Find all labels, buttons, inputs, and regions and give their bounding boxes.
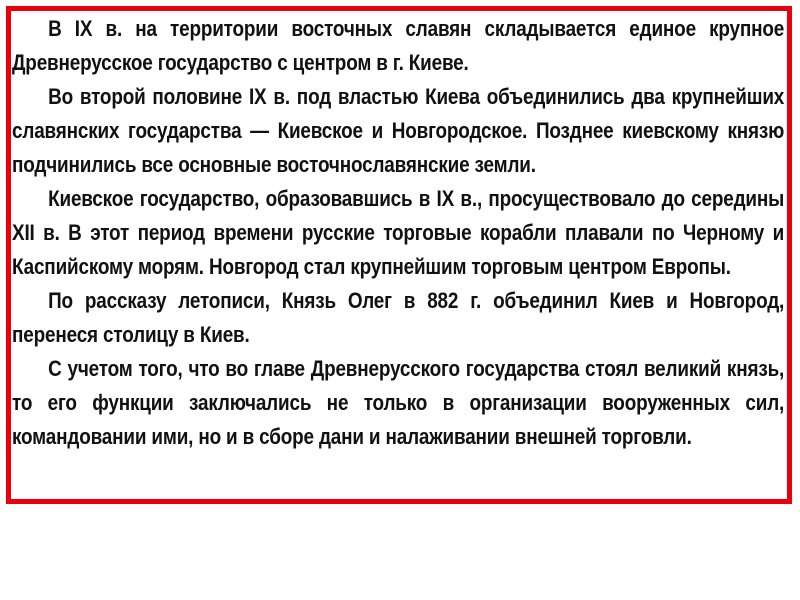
paragraph-3: Киевское государство, образовавшись в IX в., просуществовало до середины XII в. В этот период времени русские торговые корабли плавали по Черному и Каспийскому морям. Новгород стал крупнейшим торговым центром Европы. <box>12 186 785 279</box>
paragraph-2: Во второй половине IX в. под властью Киева объединились два крупнейших славянских государства — Киевское и Новгородское. Позднее киевскому князю подчинились все основные восточнославянские земли. <box>12 84 785 177</box>
paragraph-4: По рассказу летописи, Князь Олег в 882 г. объединил Киев и Новгород, перенеся столицу в Киев. <box>12 288 785 347</box>
text-body <box>12 12 784 454</box>
paragraph-5: С учетом того, что во главе Древнерусского государства стоял великий князь, то его функции заключались не только в организации вооруженных сил, командовании ими, но и в сборе дани и налаживании внешней торговли. <box>12 356 785 449</box>
paragraph-1: В IX в. на территории восточных славян складывается единое крупное Древнерусское государство с центром в г. Киеве. <box>12 16 785 75</box>
